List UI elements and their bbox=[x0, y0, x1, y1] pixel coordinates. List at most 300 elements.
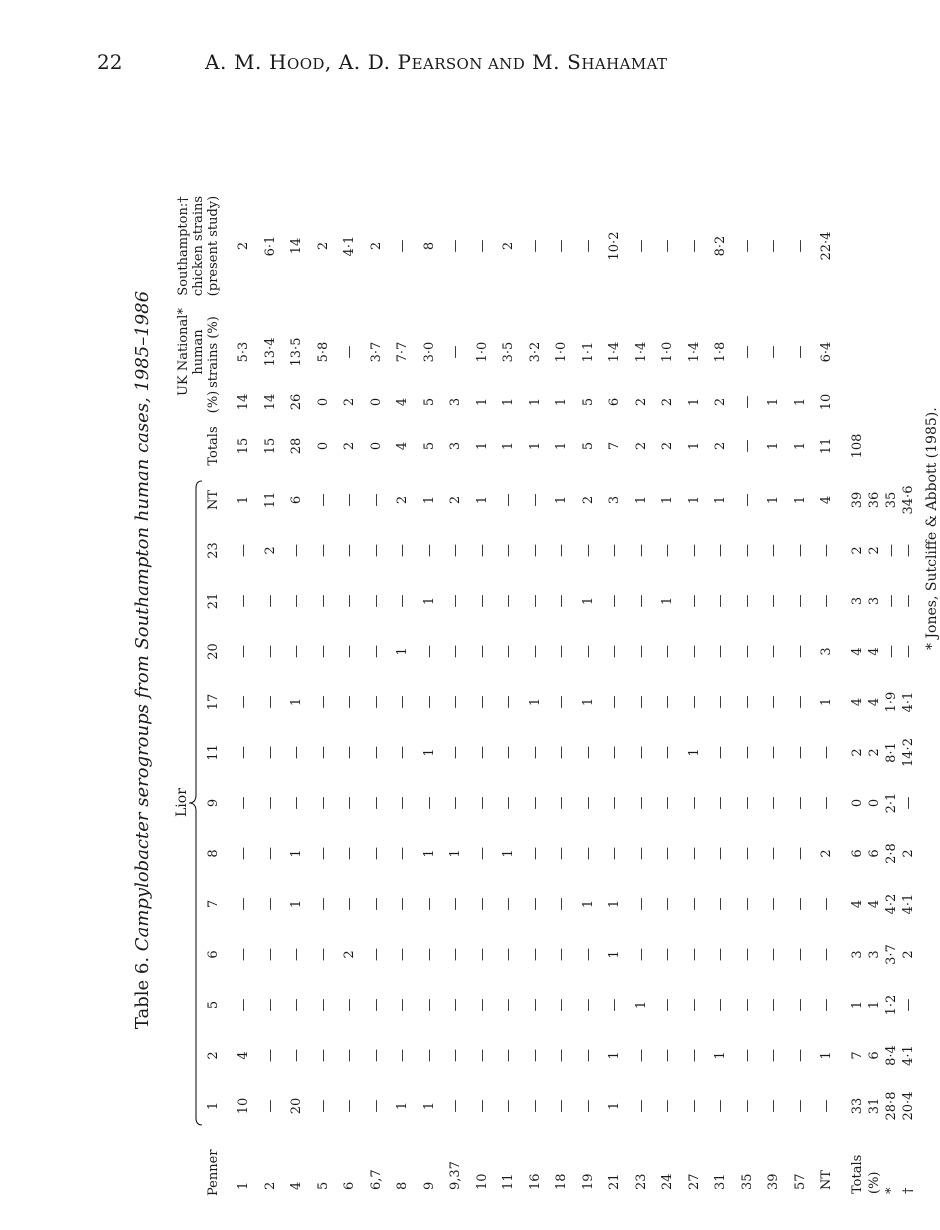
table-cell: — bbox=[554, 998, 569, 1012]
table-cell: — bbox=[501, 544, 516, 557]
table-cell: — bbox=[766, 544, 781, 557]
table-cell: — bbox=[315, 1099, 331, 1113]
row-percent: 1 bbox=[527, 397, 543, 407]
uk-national-value: 1·4 bbox=[633, 341, 649, 363]
summary-cell: 6 bbox=[849, 849, 865, 858]
table-cell: 1 bbox=[474, 495, 490, 505]
summary-cell: 4·1 bbox=[900, 1045, 916, 1066]
table-cell: — bbox=[607, 544, 622, 557]
table-cell: — bbox=[262, 695, 278, 709]
table-cell: — bbox=[474, 847, 490, 860]
table-cell: 1 bbox=[819, 697, 834, 707]
summary-cell: 2 bbox=[900, 950, 916, 959]
table-cell: — bbox=[395, 544, 410, 557]
table-cell: — bbox=[554, 796, 569, 810]
uk-national-value: 13·5 bbox=[289, 337, 304, 367]
summary-cell: 8·4 bbox=[883, 1045, 899, 1066]
uk-national-value: — bbox=[792, 345, 808, 359]
table-cell: — bbox=[580, 645, 596, 658]
row-total: 5 bbox=[421, 441, 437, 451]
table-cell: 1 bbox=[448, 849, 463, 858]
table-cell: — bbox=[315, 998, 331, 1012]
table-cell: — bbox=[448, 1049, 463, 1062]
table-cell: — bbox=[660, 695, 675, 709]
table-cell: — bbox=[580, 847, 596, 860]
table-cell: — bbox=[289, 796, 304, 810]
row-percent: 10 bbox=[819, 393, 834, 411]
summary-cell: 35 bbox=[883, 491, 899, 509]
table-cell: 1 bbox=[289, 899, 304, 909]
summary-cell: — bbox=[900, 998, 916, 1012]
table-cell: — bbox=[580, 1049, 596, 1062]
table-cell: — bbox=[342, 594, 357, 608]
row-total: 1 bbox=[527, 441, 543, 451]
row-total: 0 bbox=[315, 441, 331, 451]
row-percent: 1 bbox=[686, 397, 702, 407]
table-cell: — bbox=[633, 796, 649, 810]
table-cell: — bbox=[342, 998, 357, 1012]
summary-cell: 7 bbox=[849, 1051, 865, 1060]
summary-row-label: † bbox=[900, 1187, 916, 1194]
lior-column-header: 7 bbox=[206, 899, 221, 909]
summary-cell: 4 bbox=[849, 899, 865, 909]
table-cell: — bbox=[527, 948, 543, 961]
table-footnote: * Jones, Sutcliffe & Abbott (1985). bbox=[923, 407, 940, 650]
table-cell: — bbox=[792, 1049, 808, 1062]
row-total: 1 bbox=[501, 441, 516, 451]
table-cell: 1 bbox=[421, 495, 437, 505]
table-cell: — bbox=[766, 796, 781, 810]
table-cell: — bbox=[633, 1049, 649, 1062]
lior-brace bbox=[188, 480, 204, 1126]
table-cell: — bbox=[713, 1099, 728, 1113]
penner-row-label: 9,37 bbox=[448, 1161, 463, 1190]
table-cell: — bbox=[395, 998, 410, 1012]
summary-cell: 20·4 bbox=[900, 1091, 916, 1121]
table-label: Table 6. bbox=[132, 956, 153, 1030]
table-cell: — bbox=[501, 594, 516, 608]
summary-row-label: Totals bbox=[849, 1154, 865, 1194]
table-cell: — bbox=[421, 948, 437, 961]
table-cell: — bbox=[474, 544, 490, 557]
table-cell: — bbox=[739, 1099, 755, 1113]
table-cell: — bbox=[342, 1099, 357, 1113]
table-cell: 6 bbox=[289, 495, 304, 505]
table-cell: — bbox=[315, 493, 331, 507]
penner-header: Penner bbox=[206, 1149, 221, 1196]
summary-cell: 2 bbox=[900, 849, 916, 858]
uk-national-value: 3·0 bbox=[421, 341, 437, 363]
table-cell: — bbox=[554, 544, 569, 557]
table-title bbox=[132, 130, 153, 1190]
page-number: 22 bbox=[97, 50, 123, 74]
lior-column-header: 11 bbox=[206, 744, 221, 761]
table-cell: — bbox=[527, 847, 543, 860]
southampton-value: 14 bbox=[289, 237, 304, 255]
table-cell: — bbox=[527, 796, 543, 810]
rotated-table bbox=[102, 130, 940, 1196]
table-cell: — bbox=[766, 897, 781, 911]
row-percent: — bbox=[739, 395, 755, 409]
table-cell: 1 bbox=[580, 697, 596, 707]
table-cell: — bbox=[607, 695, 622, 709]
southampton-value: 8 bbox=[421, 241, 437, 251]
table-cell: — bbox=[421, 544, 437, 557]
table-cell: 1 bbox=[766, 495, 781, 505]
southampton-header: chicken strains bbox=[191, 195, 206, 297]
table-cell: 11 bbox=[262, 491, 278, 509]
table-cell: 20 bbox=[289, 1097, 304, 1115]
row-total: 11 bbox=[819, 437, 834, 455]
summary-cell: 0 bbox=[849, 798, 865, 808]
table-cell: 1 bbox=[660, 495, 675, 505]
row-percent: 1 bbox=[554, 397, 569, 407]
table-cell: 1 bbox=[289, 849, 304, 858]
table-cell: 1 bbox=[607, 1101, 622, 1111]
lior-column-header: 21 bbox=[206, 592, 221, 610]
table-cell: — bbox=[660, 1049, 675, 1062]
table-cell: — bbox=[236, 796, 251, 810]
table-cell: — bbox=[766, 1049, 781, 1062]
table-cell: — bbox=[713, 594, 728, 608]
penner-row-label: 1 bbox=[236, 1181, 251, 1190]
uk-national-value: 1·0 bbox=[554, 341, 569, 363]
table-cell: — bbox=[792, 897, 808, 911]
table-cell: — bbox=[368, 998, 384, 1012]
table-cell: — bbox=[421, 645, 437, 658]
lior-column-header: 20 bbox=[206, 643, 221, 660]
uk-national-value: 1·0 bbox=[660, 341, 675, 363]
table-cell: — bbox=[236, 695, 251, 709]
table-cell: 1 bbox=[686, 748, 702, 757]
table-cell: — bbox=[501, 645, 516, 658]
table-cell: — bbox=[660, 897, 675, 911]
table-cell: — bbox=[686, 948, 702, 961]
row-percent: 26 bbox=[289, 393, 304, 411]
table-cell: — bbox=[342, 544, 357, 557]
summary-cell: 4 bbox=[849, 647, 865, 656]
table-cell: — bbox=[527, 746, 543, 759]
table-cell: — bbox=[633, 1099, 649, 1113]
table-cell: — bbox=[315, 594, 331, 608]
summary-cell: 6 bbox=[866, 1051, 882, 1060]
lior-column-header: NT bbox=[206, 489, 221, 511]
table-cell: — bbox=[501, 493, 516, 507]
row-percent: 1 bbox=[474, 397, 490, 407]
row-percent: 2 bbox=[660, 397, 675, 407]
table-cell: — bbox=[448, 796, 463, 810]
summary-cell: 28·8 bbox=[883, 1091, 899, 1121]
table-cell: — bbox=[554, 948, 569, 961]
table-cell: — bbox=[236, 847, 251, 860]
table-cell: — bbox=[739, 594, 755, 608]
table-cell: — bbox=[474, 645, 490, 658]
table-cell: 1 bbox=[713, 1051, 728, 1060]
uk-national-value: — bbox=[739, 345, 755, 359]
southampton-value: — bbox=[395, 239, 410, 253]
running-head-part: M. S bbox=[525, 50, 582, 74]
uk-national-value: 6·4 bbox=[819, 341, 834, 363]
table-cell: 3 bbox=[607, 495, 622, 505]
southampton-value: — bbox=[792, 239, 808, 253]
row-total: 5 bbox=[580, 441, 596, 451]
row-total: 4 bbox=[395, 441, 410, 451]
table-cell: — bbox=[448, 594, 463, 608]
summary-cell: 1·2 bbox=[883, 994, 899, 1016]
uk-national-value: 1·0 bbox=[474, 341, 490, 363]
table-cell: 1 bbox=[607, 899, 622, 909]
running-head-part: OOD bbox=[287, 55, 325, 73]
table-cell: — bbox=[739, 948, 755, 961]
table-cell: — bbox=[368, 594, 384, 608]
southampton-value: — bbox=[660, 239, 675, 253]
penner-row-label: 5 bbox=[315, 1181, 331, 1190]
table-cell: 1 bbox=[421, 748, 437, 757]
table-cell: 1 bbox=[395, 647, 410, 656]
penner-row-label: 11 bbox=[501, 1173, 516, 1190]
row-percent: 3 bbox=[448, 397, 463, 407]
lior-column-header: 23 bbox=[206, 542, 221, 559]
table-cell: — bbox=[713, 948, 728, 961]
table-cell: — bbox=[368, 1099, 384, 1113]
table-cell: — bbox=[686, 847, 702, 860]
penner-row-label: 8 bbox=[395, 1181, 410, 1190]
summary-cell: 3 bbox=[849, 950, 865, 959]
table-cell: — bbox=[501, 1049, 516, 1062]
table-cell: — bbox=[713, 998, 728, 1012]
table-cell: — bbox=[766, 948, 781, 961]
table-cell: — bbox=[368, 493, 384, 507]
uk-national-value: 1·8 bbox=[713, 341, 728, 363]
summary-cell: 3 bbox=[866, 950, 882, 959]
table-cell: — bbox=[580, 746, 596, 759]
table-cell: 2 bbox=[262, 546, 278, 555]
table-cell: — bbox=[739, 998, 755, 1012]
table-cell: — bbox=[262, 594, 278, 608]
table-cell: — bbox=[686, 645, 702, 658]
table-cell: 1 bbox=[421, 596, 437, 606]
row-percent: 0 bbox=[368, 397, 384, 407]
summary-cell: 4·2 bbox=[883, 893, 899, 915]
summary-cell: 4 bbox=[866, 647, 882, 656]
table-cell: — bbox=[368, 897, 384, 911]
southampton-value: 6·1 bbox=[262, 235, 278, 257]
table-cell: — bbox=[713, 897, 728, 911]
summary-cell: 36 bbox=[866, 491, 882, 509]
row-total: 1 bbox=[792, 441, 808, 451]
table-cell: — bbox=[554, 594, 569, 608]
table-cell: — bbox=[792, 1099, 808, 1113]
table-cell: — bbox=[368, 847, 384, 860]
table-cell: — bbox=[554, 695, 569, 709]
uk-national-value: 1·4 bbox=[607, 341, 622, 363]
row-percent: 1 bbox=[792, 397, 808, 407]
table-cell: 1 bbox=[421, 1101, 437, 1111]
uk-national-value: 13·4 bbox=[262, 337, 278, 367]
table-cell: — bbox=[660, 948, 675, 961]
southampton-value: — bbox=[739, 239, 755, 253]
table-cell: — bbox=[713, 796, 728, 810]
table-cell: — bbox=[819, 544, 834, 557]
table-cell: — bbox=[262, 746, 278, 759]
lior-group-label: Lior bbox=[174, 788, 190, 817]
uk-national-value: 1·4 bbox=[686, 341, 702, 363]
summary-cell: 33 bbox=[849, 1097, 865, 1115]
table-cell: — bbox=[474, 948, 490, 961]
penner-row-label: 35 bbox=[739, 1173, 755, 1190]
table-cell: 3 bbox=[819, 647, 834, 656]
summary-cell: 1·9 bbox=[883, 691, 899, 713]
southampton-value: 22·4 bbox=[819, 231, 834, 261]
table-cell: — bbox=[607, 847, 622, 860]
table-cell: 1 bbox=[607, 1051, 622, 1060]
running-head-part: A. M. H bbox=[205, 50, 287, 74]
table-cell: — bbox=[554, 746, 569, 759]
table-cell: — bbox=[739, 897, 755, 911]
table-cell: — bbox=[395, 1049, 410, 1062]
table-cell: — bbox=[289, 998, 304, 1012]
table-cell: 2 bbox=[342, 950, 357, 959]
table-cell: — bbox=[633, 594, 649, 608]
table-cell: — bbox=[739, 847, 755, 860]
table-cell: — bbox=[686, 998, 702, 1012]
table-cell: — bbox=[660, 847, 675, 860]
table-cell: 1 bbox=[633, 1000, 649, 1010]
table-cell: — bbox=[262, 948, 278, 961]
table-cell: — bbox=[792, 796, 808, 810]
row-percent: 5 bbox=[580, 397, 596, 407]
table-cell: — bbox=[633, 695, 649, 709]
summary-cell: — bbox=[900, 594, 916, 608]
table-cell: — bbox=[342, 493, 357, 507]
table-cell: — bbox=[236, 948, 251, 961]
table-cell: — bbox=[474, 897, 490, 911]
southampton-value: — bbox=[580, 239, 596, 253]
uk-national-header: human bbox=[191, 329, 206, 375]
table-cell: — bbox=[421, 998, 437, 1012]
table-cell: — bbox=[395, 847, 410, 860]
row-total: 2 bbox=[633, 441, 649, 451]
table-cell: — bbox=[289, 746, 304, 759]
running-head bbox=[205, 50, 667, 74]
table-cell: — bbox=[395, 796, 410, 810]
table-cell: — bbox=[315, 796, 331, 810]
penner-row-label: 23 bbox=[633, 1173, 649, 1190]
table-cell: — bbox=[315, 746, 331, 759]
table-cell: — bbox=[315, 948, 331, 961]
table-cell: — bbox=[633, 897, 649, 911]
table-cell: — bbox=[819, 594, 834, 608]
table-cell: — bbox=[580, 948, 596, 961]
summary-cell: 1 bbox=[866, 1000, 882, 1010]
table-cell: — bbox=[527, 544, 543, 557]
table-cell: — bbox=[368, 1049, 384, 1062]
row-total: 15 bbox=[236, 437, 251, 455]
table-cell: — bbox=[342, 796, 357, 810]
table-cell: — bbox=[792, 847, 808, 860]
table-cell: 1 bbox=[607, 950, 622, 959]
table-cell: — bbox=[315, 645, 331, 658]
row-total: 2 bbox=[713, 441, 728, 451]
summary-cell: 31 bbox=[866, 1097, 882, 1115]
summary-cell: — bbox=[883, 544, 899, 557]
table-cell: — bbox=[315, 897, 331, 911]
summary-cell: 3 bbox=[866, 596, 882, 606]
row-percent: 6 bbox=[607, 397, 622, 407]
uk-national-value: 5·3 bbox=[236, 341, 251, 363]
penner-row-label: 24 bbox=[660, 1173, 675, 1190]
table-cell: — bbox=[527, 1099, 543, 1113]
southampton-value: — bbox=[686, 239, 702, 253]
table-cell: — bbox=[660, 746, 675, 759]
table-cell: — bbox=[501, 746, 516, 759]
table-cell: — bbox=[713, 695, 728, 709]
row-total: 2 bbox=[342, 441, 357, 451]
summary-cell: 2 bbox=[866, 546, 882, 555]
table-cell: — bbox=[713, 645, 728, 658]
summary-cell: 39 bbox=[849, 491, 865, 509]
table-cell: 1 bbox=[527, 697, 543, 707]
table-cell: — bbox=[713, 847, 728, 860]
row-percent: 2 bbox=[342, 397, 357, 407]
uk-national-value: — bbox=[448, 345, 463, 359]
table-cell: 1 bbox=[686, 495, 702, 505]
table-cell: — bbox=[660, 1099, 675, 1113]
table-cell: — bbox=[448, 1099, 463, 1113]
table-cell: — bbox=[792, 998, 808, 1012]
summary-cell: — bbox=[900, 645, 916, 658]
table-cell: — bbox=[766, 998, 781, 1012]
southampton-value: — bbox=[527, 239, 543, 253]
summary-cell: 2·8 bbox=[883, 843, 899, 864]
table-cell: — bbox=[236, 746, 251, 759]
table-cell: — bbox=[448, 645, 463, 658]
southampton-value: — bbox=[554, 239, 569, 253]
table-cell: — bbox=[739, 796, 755, 810]
running-head-part: EARSON AND bbox=[411, 55, 526, 73]
row-percent: 4 bbox=[395, 397, 410, 407]
table-cell: — bbox=[262, 1049, 278, 1062]
table-cell: — bbox=[766, 594, 781, 608]
table-cell: — bbox=[766, 1099, 781, 1113]
table-cell: 4 bbox=[236, 1051, 251, 1060]
row-total: 3 bbox=[448, 441, 463, 451]
lior-column-header: 9 bbox=[206, 798, 221, 808]
row-total: 1 bbox=[554, 441, 569, 451]
table-cell: 1 bbox=[501, 849, 516, 858]
table-cell: — bbox=[262, 998, 278, 1012]
table-cell: — bbox=[315, 544, 331, 557]
table-cell: — bbox=[739, 746, 755, 759]
table-cell: — bbox=[527, 897, 543, 911]
row-percent: 5 bbox=[421, 397, 437, 407]
table-cell: 2 bbox=[580, 495, 596, 505]
table-cell: — bbox=[448, 544, 463, 557]
table-cell: — bbox=[739, 544, 755, 557]
table-cell: — bbox=[342, 746, 357, 759]
table-cell: — bbox=[792, 645, 808, 658]
penner-row-label: NT bbox=[819, 1169, 834, 1190]
table-cell: — bbox=[580, 796, 596, 810]
penner-row-label: 6 bbox=[342, 1181, 357, 1190]
table-cell: — bbox=[315, 695, 331, 709]
table-cell: — bbox=[474, 796, 490, 810]
table-cell: — bbox=[342, 847, 357, 860]
lior-column-header: 2 bbox=[206, 1051, 221, 1060]
table-cell: 1 bbox=[421, 849, 437, 858]
row-percent: 0 bbox=[315, 397, 331, 407]
table-cell: — bbox=[739, 1049, 755, 1062]
